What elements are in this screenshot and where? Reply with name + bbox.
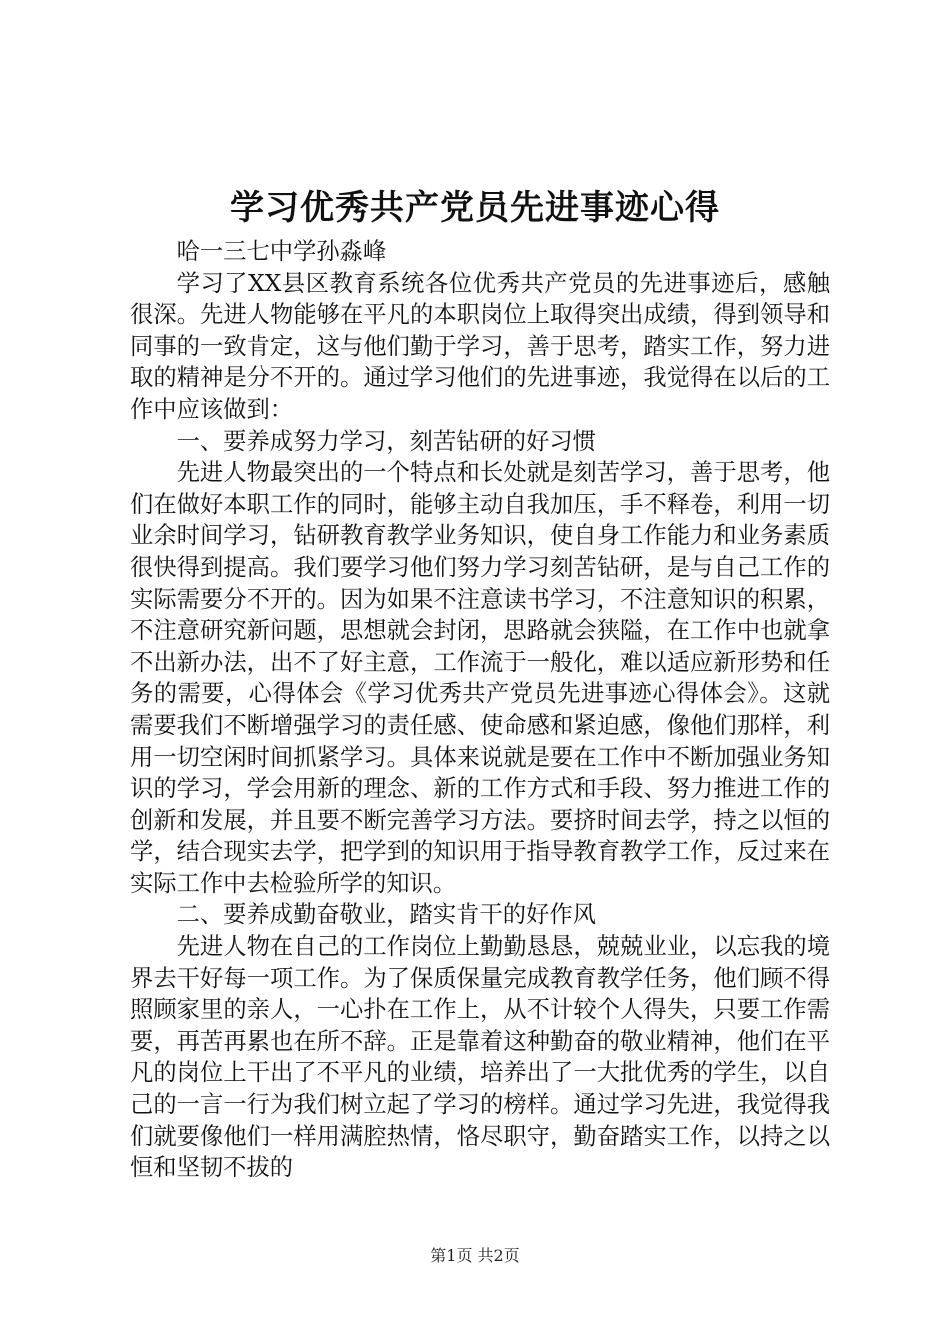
document-body [130, 236, 830, 1184]
paragraph-section-2: 先进人物在自己的工作岗位上勤勤恳恳，兢兢业业，以忘我的境界去干好每一项工作。为了保质保量完成教育教学任务，他们顾不得照顾家里的亲人，一心扑在工作上，从不计较个人得失，只要工作需要，再苦再累也在所不辞。正是靠着这种勤奋的敬业精神，他们在平凡的岗位上干出了不平凡的业绩，培养出了一大批优秀的学生，以自己的一言一行为我们树立起了学习的榜样。通过学习先进，我觉得我们就要像他们一样用满腔热情，恪尽职守，勤奋踏实工作，以持之以恒和坚韧不拔的 [130, 933, 830, 1182]
document-title: 学习优秀共产党员先进事迹心得 [230, 188, 720, 228]
page-number: 第1页 共2页 [430, 1246, 520, 1265]
section-heading-2: 二、要养成勤奋敬业，踏实肯干的好作风 [176, 901, 596, 929]
paragraph-section-1: 先进人物最突出的一个特点和长处就是刻苦学习，善于思考，他们在做好本职工作的同时，能够主动自我加压，手不释卷，利用一切业余时间学习，钻研教育教学业务知识，使自身工作能力和业务素质很快得到提高。我们要学习他们努力学习刻苦钻研，是与自己工作的实际需要分不开的。因为如果不注意读书学习，不注意知识的积累，不注意研究新问题，思想就会封闭，思路就会狭隘，在工作中也就拿不出新办法，出不了好主意，工作流于一般化，难以适应新形势和任务的需要，心得体会《学习优秀共产党员先进事迹心得体会》。这就需要我们不断增强学习的责任感、使命感和紧迫感，像他们那样，利用一切空闲时间抓紧学习。具体来说就是要在工作中不断加强业务知识的学习，学会用新的理念、新的工作方式和手段、努力推进工作的创新和发展，并且要不断完善学习方法。要挤时间去学，持之以恒的学，结合现实去学，把学到的知识用于指导教育教学工作，反过来在实际工作中去检验所学的知识。 [130, 459, 830, 897]
author-line: 哈一三七中学孙淼峰 [176, 238, 387, 265]
paragraph-intro: 学习了XX县区教育系统各位优秀共产党员的先进事迹后，感触很深。先进人物能够在平凡的本职岗位上取得突出成绩，得到领导和同事的一致肯定，这与他们勤于学习，善于思考，踏实工作，努力进取的精神是分不开的。通过学习他们的先进事迹，我觉得在以后的工作中应该做到： [130, 269, 830, 423]
section-heading-1: 一、要养成努力学习，刻苦钻研的好习惯 [176, 427, 596, 455]
